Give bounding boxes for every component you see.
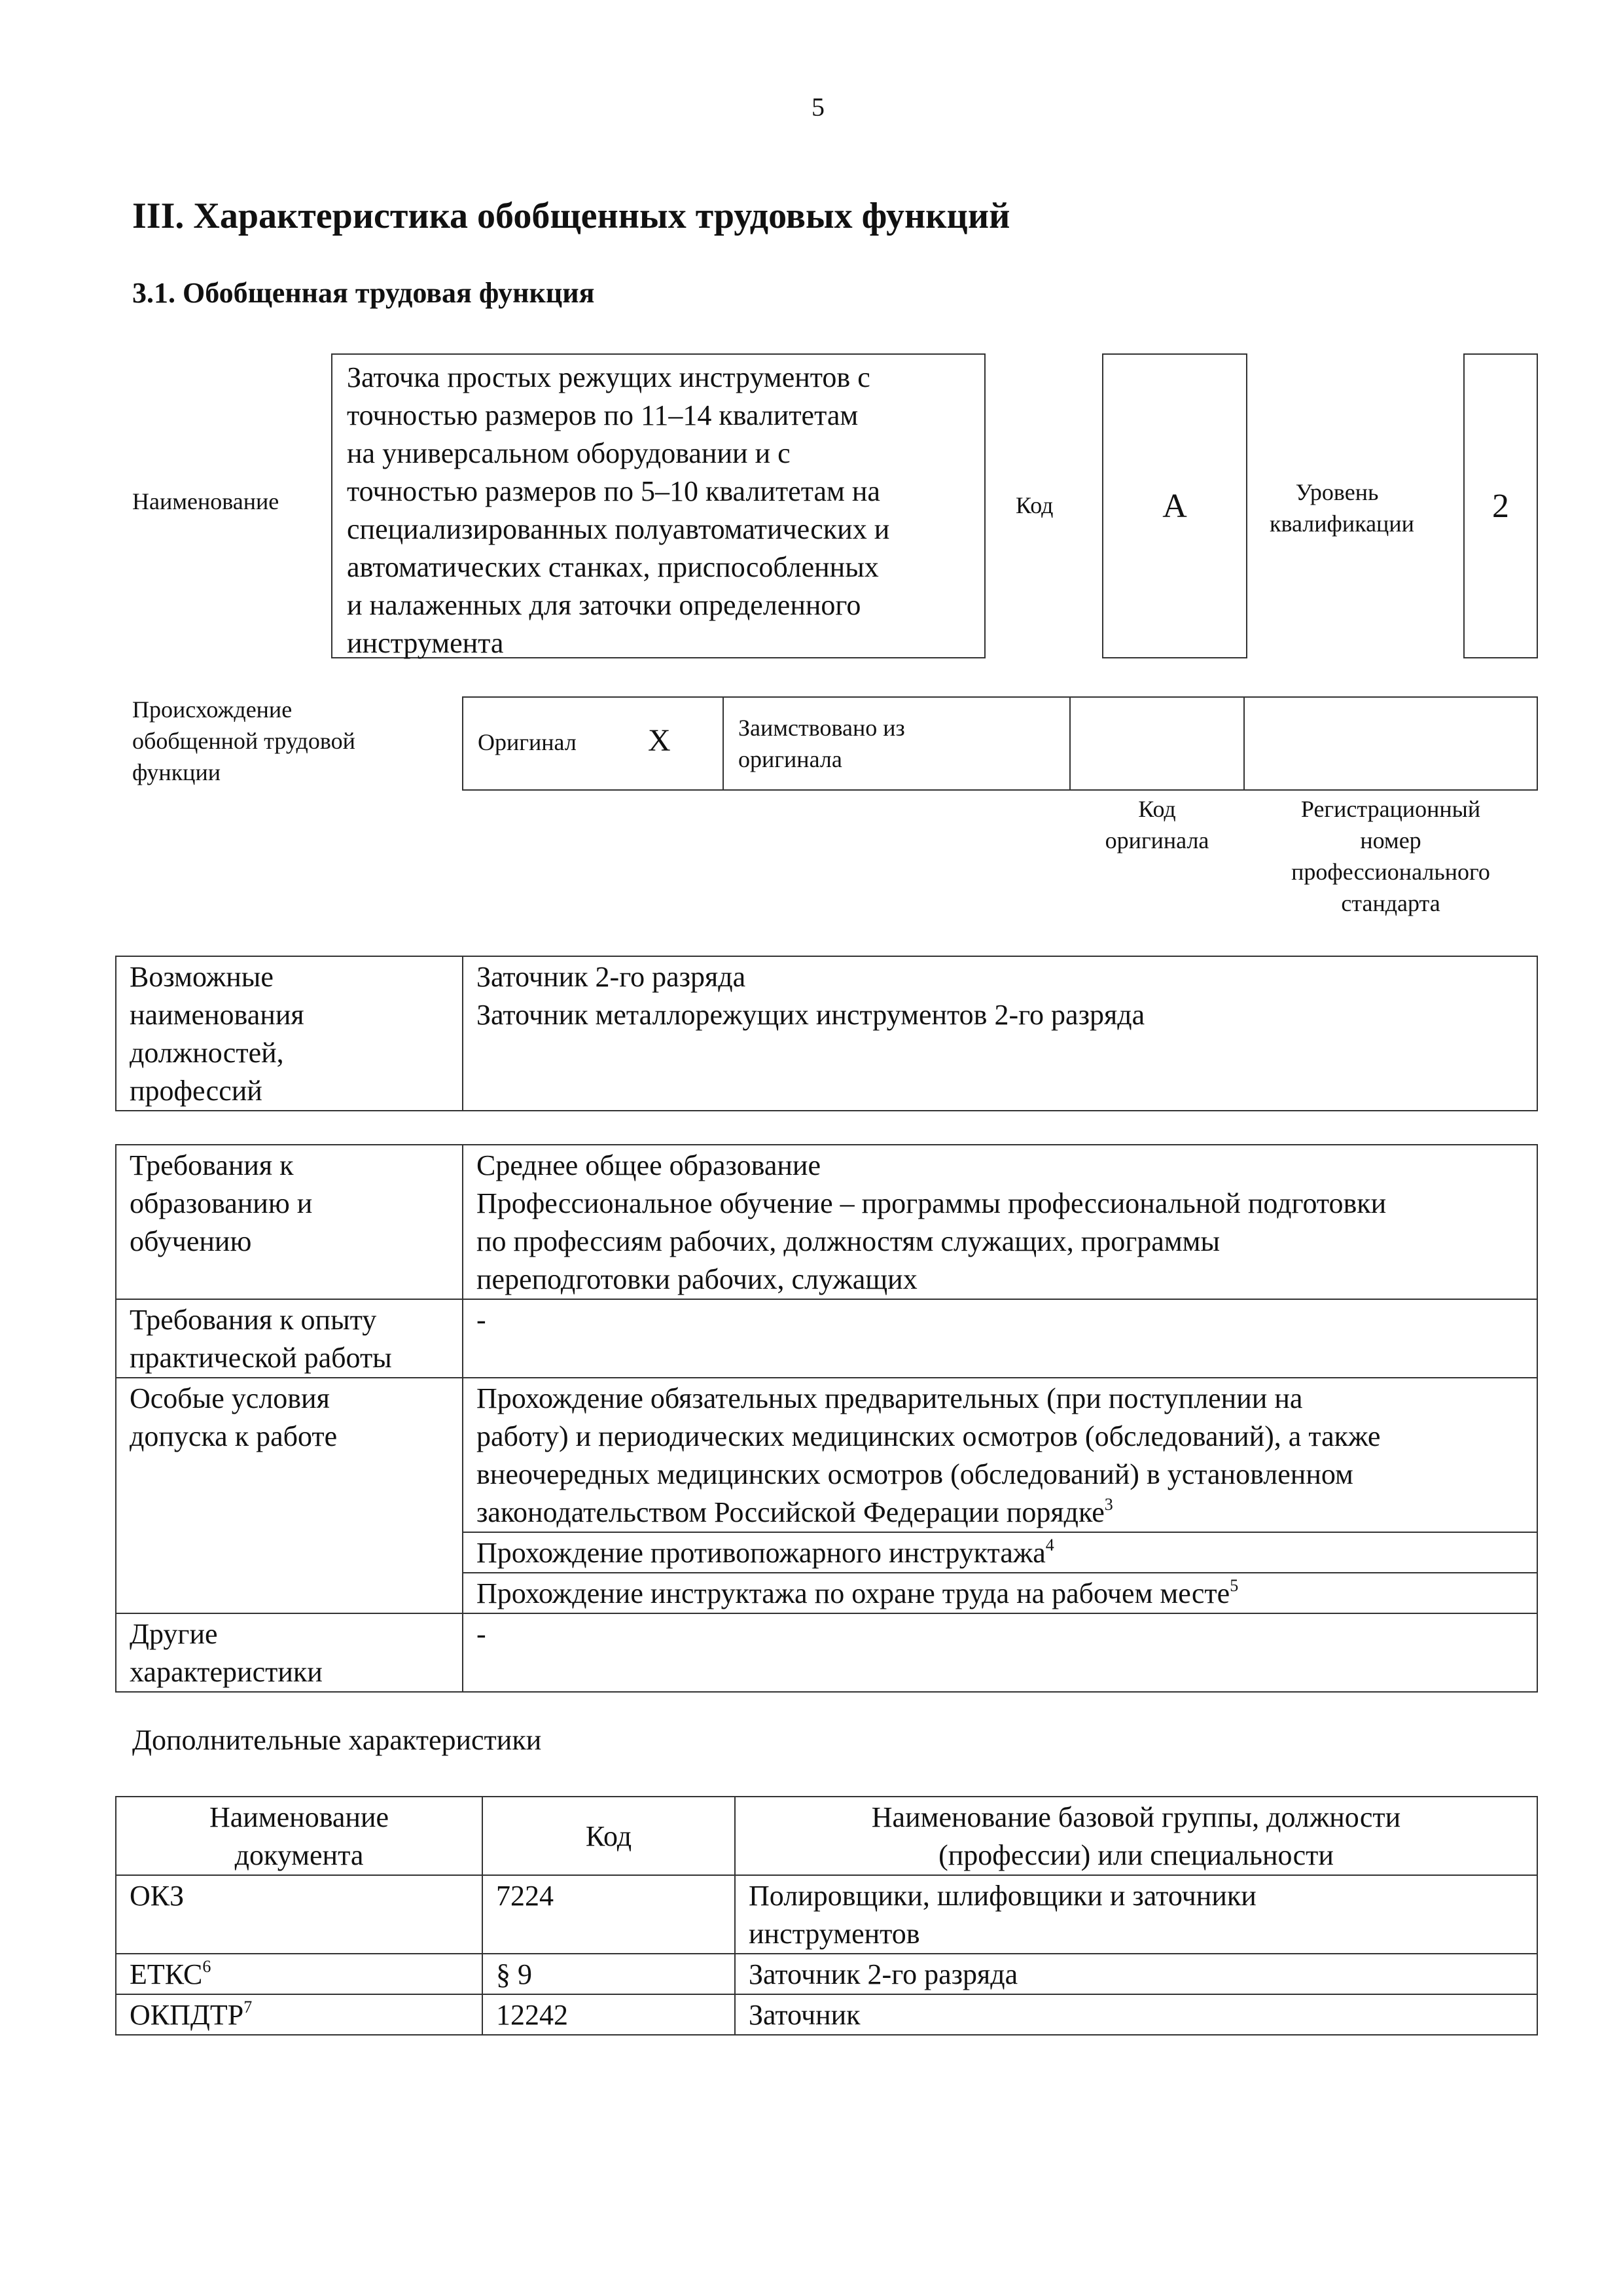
function-name-line: инструмента xyxy=(347,627,504,659)
label-line: наименования xyxy=(130,999,304,1031)
header-document xyxy=(116,1797,482,1875)
text-line: Профессиональное обучение – программы профессиональной подготовки xyxy=(476,1187,1387,1219)
borrowed-label-line: Заимствовано из xyxy=(738,715,905,741)
special-conditions-label xyxy=(116,1378,463,1613)
code-label: Код xyxy=(1016,492,1054,518)
education-value xyxy=(463,1145,1537,1299)
code-original-cell xyxy=(1069,696,1245,791)
footnote-ref: 3 xyxy=(1104,1495,1113,1514)
text-line: Заточник 2-го разряда xyxy=(749,1958,1018,1990)
text-line: переподготовки рабочих, служащих xyxy=(476,1263,918,1295)
header-line: (профессии) или специальности xyxy=(938,1839,1334,1871)
reg-number-caption xyxy=(1243,793,1538,919)
group-cell xyxy=(735,1875,1537,1954)
origin-label xyxy=(132,694,355,788)
group-cell xyxy=(735,1954,1537,1994)
label-line: образованию и xyxy=(130,1187,313,1219)
function-name-line: Заточка простых режущих инструментов с xyxy=(347,361,870,393)
other-value: - xyxy=(463,1613,1537,1692)
text-line: законодательством Российской Федерации порядке xyxy=(476,1496,1105,1528)
function-name-line: точностью размеров по 5–10 квалитетам на xyxy=(347,475,880,507)
function-name-line: на универсальном оборудовании и с xyxy=(347,437,791,469)
reg-number-cell xyxy=(1243,696,1538,791)
original-cell xyxy=(462,696,724,791)
text-line: Прохождение обязательных предварительных (при поступлении на xyxy=(476,1382,1303,1414)
text-line: Прохождение инструктажа по охране труда на рабочем месте xyxy=(476,1577,1230,1609)
label-line: должностей, xyxy=(130,1037,284,1069)
positions-values xyxy=(463,956,1537,1111)
caption-line: оригинала xyxy=(1105,827,1209,853)
text-line: Полировщики, шлифовщики и заточники xyxy=(749,1880,1257,1912)
level-value: 2 xyxy=(1492,487,1509,525)
label-line: допуска к работе xyxy=(130,1420,338,1452)
origin-label-line: функции xyxy=(132,759,221,785)
level-label-line: квалификации xyxy=(1270,511,1414,537)
header-line: Наименование базовой группы, должности xyxy=(871,1801,1401,1833)
doc-name: ЕТКС xyxy=(130,1958,203,1990)
code-cell: § 9 xyxy=(482,1954,735,1994)
special-condition-3 xyxy=(463,1573,1537,1613)
doc-cell xyxy=(116,1954,482,1994)
position-name: Заточник 2-го разряда xyxy=(476,961,746,993)
borrowed-cell xyxy=(722,696,1071,791)
group-cell xyxy=(735,1994,1537,2035)
origin-label-line: обобщенной трудовой xyxy=(132,728,355,754)
label-line: практической работы xyxy=(130,1342,392,1374)
requirements-table xyxy=(115,1144,1538,1693)
code-value-box xyxy=(1102,353,1247,658)
label-line: обучению xyxy=(130,1225,252,1257)
code-value: А xyxy=(1162,487,1187,525)
header-line: Наименование xyxy=(209,1801,389,1833)
code-original-caption xyxy=(1069,793,1245,856)
text-line: Среднее общее образование xyxy=(476,1149,821,1181)
label-line: характеристики xyxy=(130,1656,323,1688)
level-label xyxy=(1270,476,1414,539)
label-line: Особые условия xyxy=(130,1382,330,1414)
special-condition-1 xyxy=(463,1378,1537,1532)
function-name-line: точностью размеров по 11–14 квалитетам xyxy=(347,399,859,431)
text-line: Заточник xyxy=(749,1999,861,2031)
table-row xyxy=(116,1954,1537,1994)
doc-cell xyxy=(116,1875,482,1954)
code-cell: 12242 xyxy=(482,1994,735,2035)
text-line: Прохождение противопожарного инструктажа xyxy=(476,1537,1046,1569)
special-condition-2 xyxy=(463,1532,1537,1573)
footnote-ref: 7 xyxy=(243,1998,253,2017)
original-mark: X xyxy=(648,723,671,758)
education-label xyxy=(116,1145,463,1299)
doc-name: ОКПДТР xyxy=(130,1999,244,2031)
additional-title: Дополнительные характеристики xyxy=(132,1724,542,1756)
footnote-ref: 5 xyxy=(1230,1576,1239,1595)
text-line: внеочередных медицинских осмотров (обследований) в установленном xyxy=(476,1458,1353,1490)
page-number: 5 xyxy=(812,92,825,122)
table-row xyxy=(116,1994,1537,2035)
borrowed-label-line: оригинала xyxy=(738,746,842,772)
footnote-ref: 4 xyxy=(1045,1535,1054,1554)
position-name: Заточник металлорежущих инструментов 2-го разряда xyxy=(476,999,1145,1031)
subsection-title: 3.1. Обобщенная трудовая функция xyxy=(132,277,595,309)
label-line: Требования к опыту xyxy=(130,1304,377,1336)
positions-label xyxy=(116,956,463,1111)
function-name-line: специализированных полуавтоматических и xyxy=(347,513,890,545)
footnote-ref: 6 xyxy=(202,1957,211,1976)
header-line: документа xyxy=(234,1839,364,1871)
function-name-box xyxy=(331,353,986,658)
table-row xyxy=(116,1875,1537,1954)
code-cell: 7224 xyxy=(482,1875,735,1954)
label-line: Другие xyxy=(130,1618,218,1650)
label-line: Требования к xyxy=(130,1149,294,1181)
text-line: работу) и периодических медицинских осмотров (обследований), а также xyxy=(476,1420,1381,1452)
name-label: Наименование xyxy=(132,488,279,514)
label-line: профессий xyxy=(130,1075,262,1107)
header-code: Код xyxy=(482,1797,735,1875)
label-line: Возможные xyxy=(130,961,274,993)
positions-table xyxy=(115,956,1538,1111)
text-line: по профессиям рабочих, должностям служащих, программы xyxy=(476,1225,1221,1257)
caption-line: профессионального xyxy=(1291,859,1490,885)
level-value-box xyxy=(1463,353,1538,658)
caption-line: номер xyxy=(1360,827,1421,853)
doc-cell xyxy=(116,1994,482,2035)
section-title: III. Характеристика обобщенных трудовых функций xyxy=(132,196,1010,236)
original-label: Оригинал xyxy=(478,729,577,755)
doc-name: ОКЗ xyxy=(130,1880,185,1912)
other-label xyxy=(116,1613,463,1692)
caption-line: стандарта xyxy=(1341,890,1440,916)
caption-line: Код xyxy=(1138,796,1176,822)
experience-label xyxy=(116,1299,463,1378)
origin-label-line: Происхождение xyxy=(132,696,293,723)
header-group xyxy=(735,1797,1537,1875)
text-line: инструментов xyxy=(749,1918,920,1950)
additional-table xyxy=(115,1796,1538,2036)
level-label-line: Уровень xyxy=(1295,479,1379,505)
caption-line: Регистрационный xyxy=(1300,796,1481,822)
experience-value: - xyxy=(463,1299,1537,1378)
function-name-line: автоматических станках, приспособленных xyxy=(347,551,879,583)
function-name-line: и налаженных для заточки определенного xyxy=(347,589,861,621)
